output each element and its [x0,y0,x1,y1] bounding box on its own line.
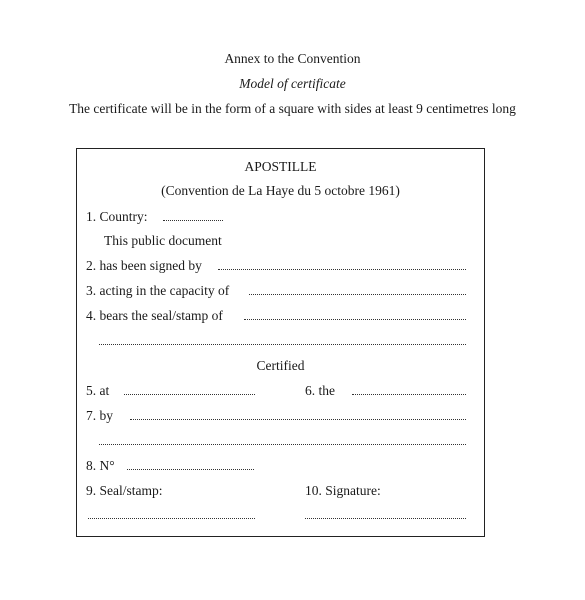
field-at-dots [124,394,255,395]
field-country-label: 1. Country: [86,209,148,224]
field-number-dots [127,469,254,470]
field-signed-by-dots [218,269,466,270]
field-number-label: 8. N° [86,458,115,473]
field-by-label: 7. by [86,408,113,423]
signature-dots [305,518,466,519]
field-date-dots [352,394,466,395]
certificate-box [76,148,485,537]
field-signed-by-label: 2. has been signed by [86,258,202,273]
field-seal-dots [244,319,466,320]
certificate-title: APOSTILLE [244,159,317,174]
instruction-text: The certificate will be in the form of a square with sides at least 9 centimetres long [69,101,516,116]
field-capacity-label: 3. acting in the capacity of [86,283,230,298]
certificate-subtitle: (Convention de La Haye du 5 octobre 1961) [161,183,400,198]
seal-stamp-dots [88,518,255,519]
continuation-dots-1 [99,344,466,345]
field-seal-stamp-label: 9. Seal/stamp: [86,483,163,498]
field-by-dots [130,419,466,420]
field-capacity-dots [249,294,466,295]
model-title: Model of certificate [239,76,346,91]
continuation-dots-2 [99,444,466,445]
field-seal-label: 4. bears the seal/stamp of [86,308,223,323]
field-date-label: 6. the [305,383,335,398]
public-document-label: This public document [104,233,222,248]
certified-heading: Certified [256,358,305,373]
field-at-label: 5. at [86,383,110,398]
field-signature-label: 10. Signature: [305,483,381,498]
field-country-dots [163,220,223,221]
annex-title: Annex to the Convention [224,51,361,66]
